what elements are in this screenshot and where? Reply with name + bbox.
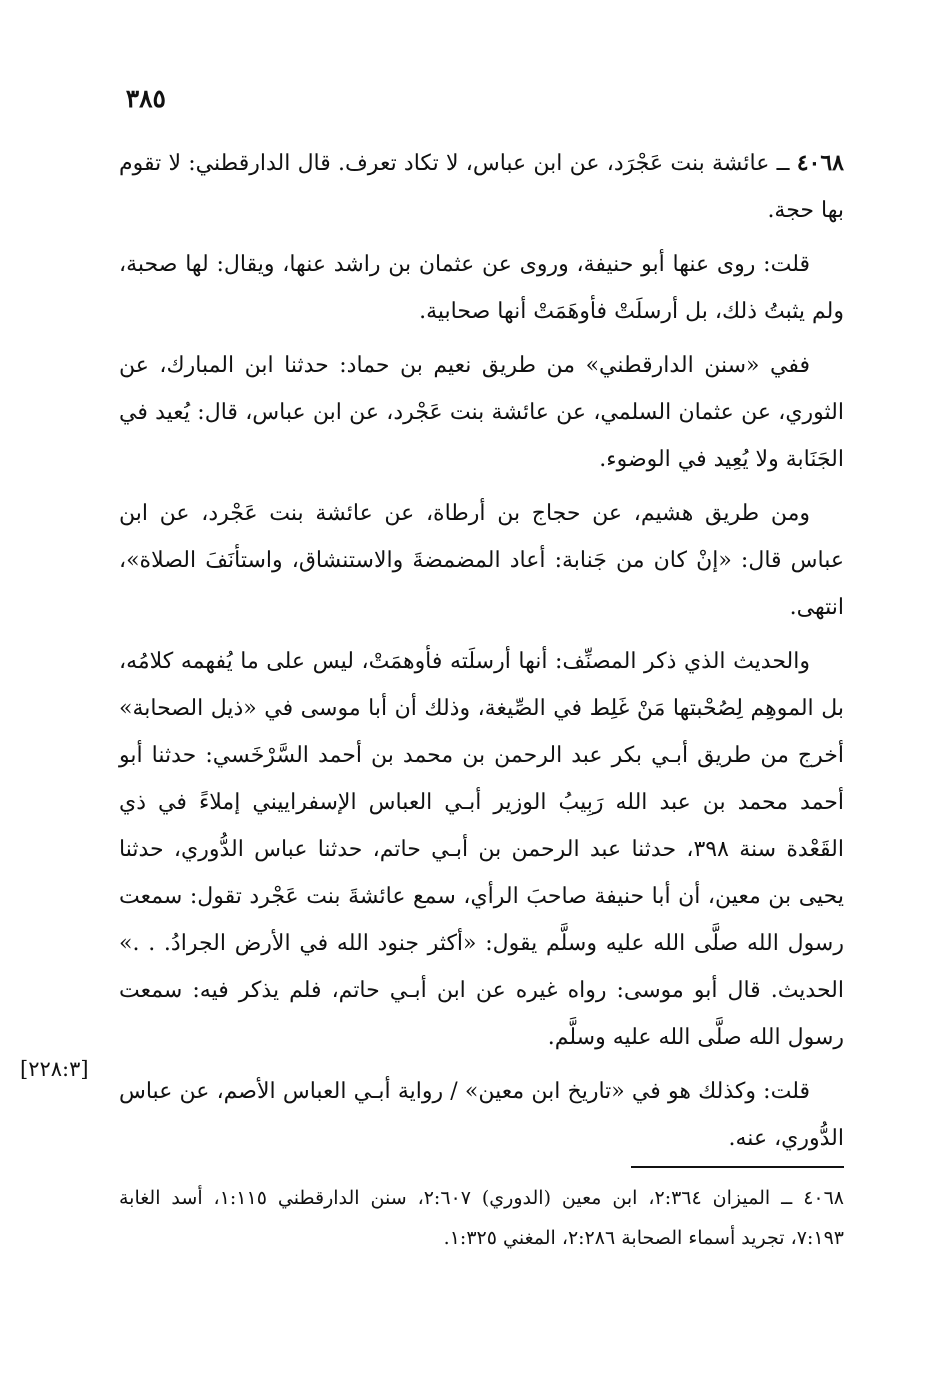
footnote-item [119, 1178, 844, 1258]
footnote-text: الميزان ٢:٣٦٤، ابن معين (الدوري) ٢:٦٠٧، سنن الدارقطني ١:١١٥، أسد الغابة ٧:١٩٣، تجريد أسماء الصحابة ٢:٢٨٦، المغني ١:٣٢٥. [119, 1187, 844, 1249]
margin-volume-reference: [٢٢٨:٣] [20, 1057, 89, 1081]
entry-text: عائشة بنت عَجْرَد، عن ابن عباس، لا تكاد تعرف. قال الدارقطني: لا تقوم بها حجة. [119, 151, 844, 223]
footnote-number: ٤٠٦٨ [803, 1187, 845, 1209]
paragraph: والحديث الذي ذكر المصنِّف: أنها أرسلَته فأوهمَتْ، ليس على ما يُفهمه كلامُه، بل الموهِم لِصُحْبتها مَنْ غَلِط في الصِّيغة، وذلك أن أبا موسى في «ذيل الصحابة» أخرج من طريق أبـي بكر عبد الرحمن بن محمد بن أحمد السَّرْخَسي: حدثنا أبو أحمد محمد بن عبد الله رَبِيبُ الوزير أبـي العباس الإسفراييني إملاءً في ذي القَعْدة سنة ٣٩٨، حدثنا عبد الرحمن بن أبـي حاتم، حدثنا عباس الدُّوري، حدثنا يحيى بن معين، أن أبا حنيفة صاحبَ الرأي، سمع عائشةَ بنت عَجْرد تقول: سمعت رسول الله صلَّى الله عليه وسلَّم يقول: «أكثر جنود الله في الأرض الجرادُ. . .» الحديث. قال أبو موسى: رواه غيره عن ابن أبـي حاتم، فلم يذكر فيه: سمعت رسول الله صلَّى الله عليه وسلَّم. [119, 649, 844, 1050]
paragraph: قلت: وكذلك هو في «تاريخ ابن معين» / رواية أبـي العباس الأصم، عن عباس الدُّوري، عنه. [119, 1079, 844, 1151]
entry-number: ٤٠٦٨ [796, 150, 844, 176]
page-number: ٣٨٥ [125, 84, 166, 113]
footnote-divider [631, 1166, 844, 1168]
paragraph: قلت: روى عنها أبو حنيفة، وروى عن عثمان بن راشد عنها، ويقال: لها صحبة، ولم يثبتُ ذلك، بل أرسلَتْ فأوهَمَتْ أنها صحابية. [119, 252, 844, 324]
main-text [119, 140, 844, 1169]
paragraph: ومن طريق هشيم، عن حجاج بن أرطاة، عن عائشة بنت عَجْرد، عن ابن عباس قال: «إنْ كان من جَنابة: أعاد المضمضةَ والاستنشاق، واستأنَفَ الصلاة»، انتهى. [119, 501, 844, 620]
paragraph: ففي «سنن الدارقطني» من طريق نعيم بن حماد: حدثنا ابن المبارك، عن الثوري، عن عثمان السلمي، عن عائشة بنت عَجْرد، عن ابن عباس، قال: يُعيد في الجَنَابة ولا يُعِيد في الوضوء. [119, 353, 844, 472]
entry-paragraph [119, 140, 844, 234]
footnote-dash: ــ [770, 1187, 804, 1209]
footnotes [119, 1178, 844, 1258]
entry-dash: ــ [769, 151, 797, 176]
